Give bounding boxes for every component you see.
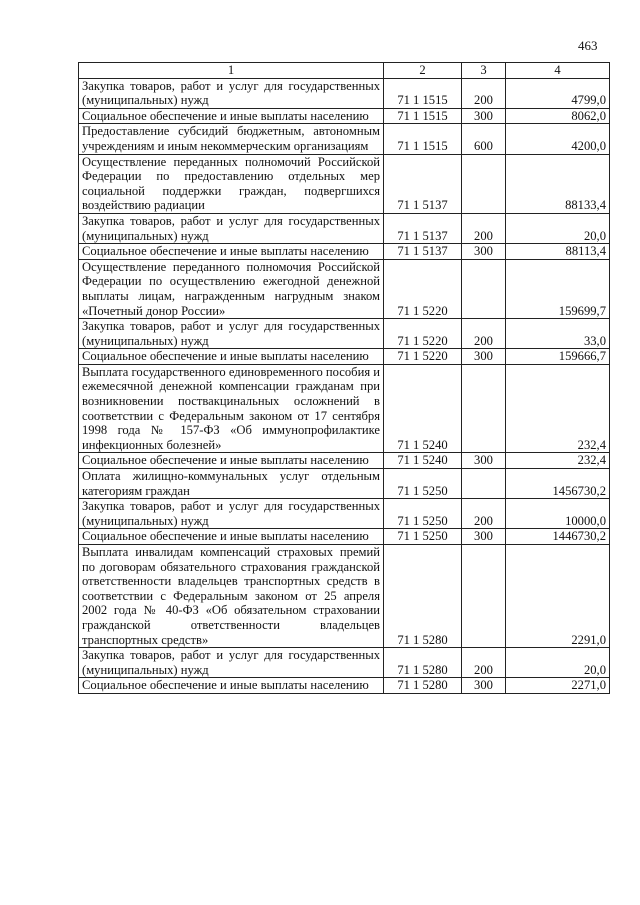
row-name-cell: Выплата государственного единовременного пособия и ежемесячной денежной компенсации гражданам при возникновении поствакцинальных осложнений в соответствии с Федеральным законом от 17 сентября 1998 года № 157-ФЗ «Об иммунопрофилактике инфекционных болезней» [79,364,384,453]
row-sum-cell: 159666,7 [506,349,610,365]
row-type-cell [462,259,506,318]
row-name-cell: Выплата инвалидам компенсаций страховых премий по договорам обязательного страхования гражданской ответственности владельцев транспортных средств в соответствии с Федеральным законом от 25 апреля 2002 года № 40-ФЗ «Об обязательном страховании гражданской ответственности владельцев транспортных средств» [79,545,384,648]
header-col-3: 3 [462,63,506,79]
row-code-cell: 71 1 5280 [384,678,462,694]
header-col-1: 1 [79,63,384,79]
row-sum-cell: 20,0 [506,213,610,243]
table-row [79,529,610,545]
table-row [79,349,610,365]
row-code-cell: 71 1 5280 [384,648,462,678]
row-name-cell: Закупка товаров, работ и услуг для государственных (муниципальных) нужд [79,78,384,108]
row-code-cell: 71 1 5137 [384,244,462,260]
row-type-cell [462,469,506,499]
row-sum-cell: 232,4 [506,453,610,469]
table-row [79,124,610,154]
row-type-cell: 300 [462,453,506,469]
row-type-cell: 600 [462,124,506,154]
table-row [79,259,610,318]
table-header-row [79,63,610,79]
row-code-cell: 71 1 5250 [384,469,462,499]
row-type-cell [462,154,506,213]
row-sum-cell: 20,0 [506,648,610,678]
table-row [79,499,610,529]
row-sum-cell: 1446730,2 [506,529,610,545]
row-code-cell: 71 1 5220 [384,319,462,349]
row-code-cell: 71 1 5220 [384,349,462,365]
table-row [79,453,610,469]
row-sum-cell: 159699,7 [506,259,610,318]
row-name-cell: Социальное обеспечение и иные выплаты населению [79,108,384,124]
row-sum-cell: 1456730,2 [506,469,610,499]
row-name-cell: Социальное обеспечение и иные выплаты населению [79,244,384,260]
row-type-cell: 300 [462,108,506,124]
header-col-4: 4 [506,63,610,79]
row-sum-cell: 33,0 [506,319,610,349]
row-code-cell: 71 1 5220 [384,259,462,318]
row-code-cell: 71 1 1515 [384,108,462,124]
row-sum-cell: 10000,0 [506,499,610,529]
row-code-cell: 71 1 5240 [384,453,462,469]
table-row [79,244,610,260]
row-name-cell: Оплата жилищно-коммунальных услуг отдельным категориям граждан [79,469,384,499]
page-number: 463 [578,38,598,53]
row-name-cell: Социальное обеспечение и иные выплаты населению [79,349,384,365]
row-type-cell [462,545,506,648]
row-sum-cell: 2291,0 [506,545,610,648]
row-type-cell: 200 [462,213,506,243]
table-row [79,364,610,453]
header-col-2: 2 [384,63,462,79]
row-sum-cell: 4200,0 [506,124,610,154]
row-code-cell: 71 1 5280 [384,545,462,648]
table-row [79,545,610,648]
row-sum-cell: 88133,4 [506,154,610,213]
row-code-cell: 71 1 5250 [384,529,462,545]
row-name-cell: Закупка товаров, работ и услуг для государственных (муниципальных) нужд [79,648,384,678]
table-body [79,63,610,694]
row-sum-cell: 4799,0 [506,78,610,108]
table-row [79,78,610,108]
row-name-cell: Закупка товаров, работ и услуг для государственных (муниципальных) нужд [79,213,384,243]
row-type-cell: 300 [462,529,506,545]
table-row [79,678,610,694]
row-name-cell: Осуществление переданного полномочия Российской Федерации по осуществлению ежегодной денежной выплаты лицам, награжденным нагрудным знаком «Почетный донор России» [79,259,384,318]
row-sum-cell: 8062,0 [506,108,610,124]
row-name-cell: Социальное обеспечение и иные выплаты населению [79,678,384,694]
row-type-cell: 200 [462,78,506,108]
table-row [79,154,610,213]
row-code-cell: 71 1 1515 [384,124,462,154]
row-type-cell: 300 [462,349,506,365]
row-sum-cell: 232,4 [506,364,610,453]
table-row [79,108,610,124]
table-row [79,648,610,678]
row-type-cell: 200 [462,648,506,678]
row-name-cell: Социальное обеспечение и иные выплаты населению [79,453,384,469]
row-type-cell: 200 [462,319,506,349]
table-row [79,213,610,243]
row-code-cell: 71 1 1515 [384,78,462,108]
budget-table [78,62,610,694]
row-type-cell [462,364,506,453]
row-name-cell: Предоставление субсидий бюджетным, автономным учреждениям и иным некоммерческим организациям [79,124,384,154]
table-row [79,469,610,499]
row-name-cell: Закупка товаров, работ и услуг для государственных (муниципальных) нужд [79,319,384,349]
row-name-cell: Осуществление переданных полномочий Российской Федерации по предоставлению отдельных мер социальной поддержки граждан, подвергшихся воздействию радиации [79,154,384,213]
row-sum-cell: 88113,4 [506,244,610,260]
row-code-cell: 71 1 5137 [384,213,462,243]
row-code-cell: 71 1 5137 [384,154,462,213]
row-code-cell: 71 1 5240 [384,364,462,453]
row-code-cell: 71 1 5250 [384,499,462,529]
row-type-cell: 300 [462,244,506,260]
table-row [79,319,610,349]
row-type-cell: 200 [462,499,506,529]
row-name-cell: Закупка товаров, работ и услуг для государственных (муниципальных) нужд [79,499,384,529]
row-type-cell: 300 [462,678,506,694]
row-sum-cell: 2271,0 [506,678,610,694]
row-name-cell: Социальное обеспечение и иные выплаты населению [79,529,384,545]
